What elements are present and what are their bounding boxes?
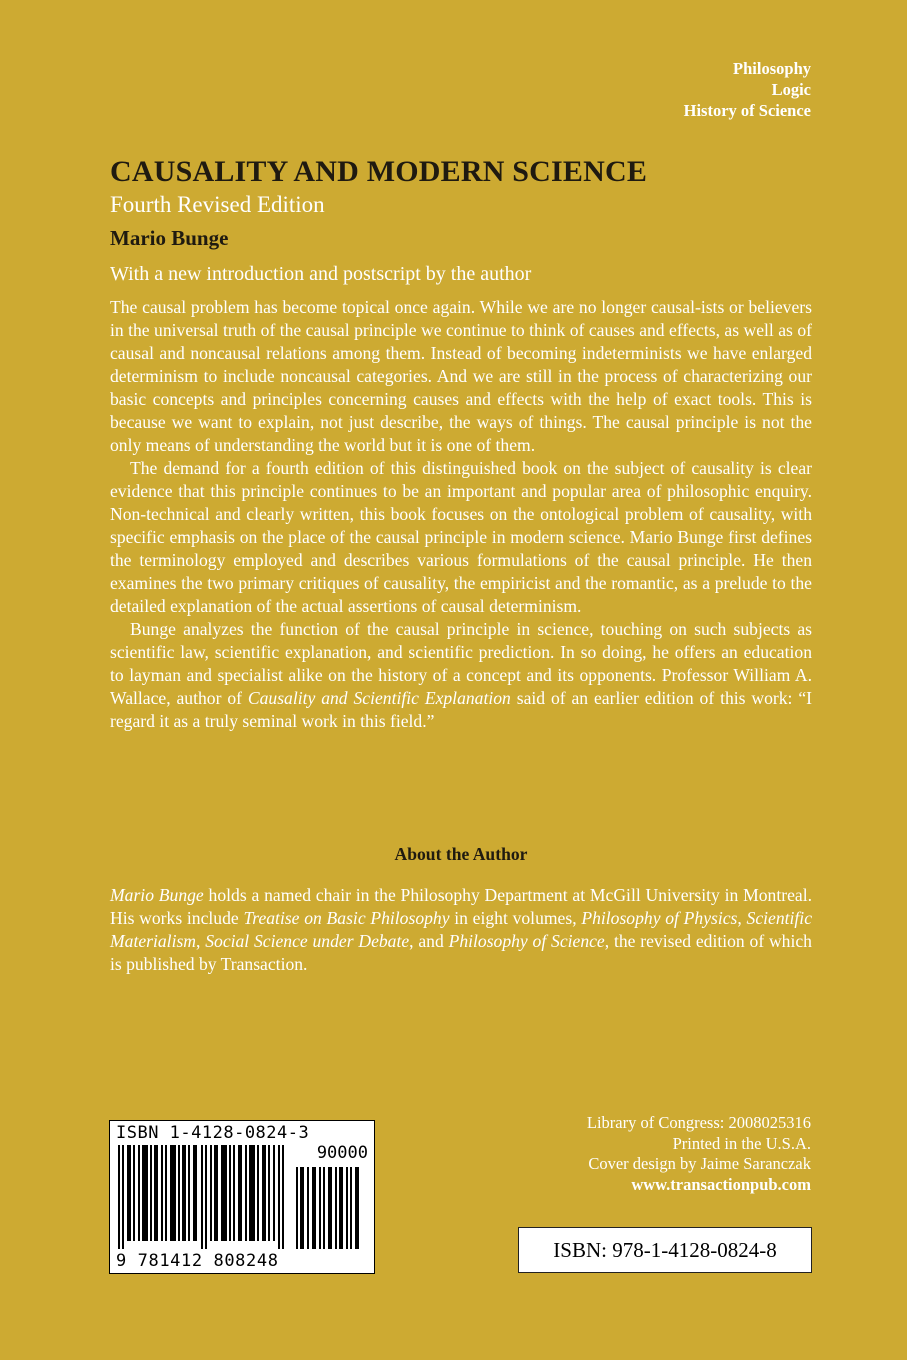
publisher-url: www.transactionpub.com <box>631 1174 811 1194</box>
about-author-text: Mario Bunge holds a named chair in the Philosophy Department at McGill University in Montreal. His works include Treatise on Basic Philosophy in eight volumes, Philosophy of Physics, Scientific Materialism, Social Science under Debate, and Philosophy of Science, the revised edition of which is published by Transaction. <box>110 885 813 974</box>
publisher-info <box>587 1113 811 1195</box>
blurb-paragraph-3: Bunge analyzes the function of the causal principle in science, touching on such subjects as scientific law, scientific explanation, and scientific prediction. In so doing, he offers an education to layman and specialist alike on the history of a concept and its opponents. Professor William A. Wallace, author of Causality and Scientific Explanation said of an earlier edition of this work: “I regard it as a truly seminal work in this field.” <box>110 619 813 731</box>
barcode-ean-digits: 9 781412 808248 <box>116 1251 279 1271</box>
price-barcode-bars <box>294 1167 366 1249</box>
blurb-paragraph-1: The causal problem has become topical once again. While we are no longer causal-ists or believers in the universal truth of the causal principle we continue to think of causes and effects, as well as of causal and noncausal relations among them. Instead of becoming indeterminists we have enlarged determinism to include noncausal categories. And we are still in the process of characterizing our basic concepts and principles concerning causes and effects with the help of exact tools. This is because we want to explain, not just describe, the ways of things. The causal principle is not the only means of understanding the world but it is one of them. <box>110 297 812 455</box>
title-block <box>110 152 812 289</box>
blurb-paragraph-2: The demand for a fourth edition of this distinguished book on the subject of causality is clear evidence that this principle continues to be an important and popular area of philosophic enquiry. Non-technical and clearly written, this book focuses on the ontological problem of causality, with specific emphasis on the place of the causal principle in modern science. Mario Bunge first defines the terminology employed and describes various formulations of the causal principle. He then examines the two primary critiques of causality, the empiricist and the romantic, as a prelude to the detailed explanation of the actual assertions of causal determinism. <box>110 458 812 616</box>
subject-history-of-science: History of Science <box>683 101 811 120</box>
printed-in: Printed in the U.S.A. <box>672 1133 811 1153</box>
barcode-isbn-text: ISBN 1-4128-0824-3 <box>116 1123 310 1143</box>
cover-design-credit: Cover design by Jaime Saranczak <box>588 1154 811 1173</box>
barcode-price-code: 90000 <box>316 1143 368 1163</box>
subject-logic: Logic <box>771 80 811 99</box>
about-author-heading: About the Author <box>394 844 528 864</box>
ean-barcode-bars <box>118 1145 290 1249</box>
cited-book-title: Causality and Scientific Explanation <box>247 688 511 708</box>
blurb <box>110 296 812 733</box>
author-name: Mario Bunge <box>110 226 229 250</box>
barcode <box>109 1120 375 1274</box>
isbn13-box: ISBN: 978-1-4128-0824-8 <box>518 1227 812 1273</box>
intro-note: With a new introduction and postscript by the author <box>110 263 532 285</box>
edition-label: Fourth Revised Edition <box>110 192 325 217</box>
library-of-congress: Library of Congress: 2008025316 <box>586 1113 811 1132</box>
book-title: CAUSALITY AND MODERN SCIENCE <box>110 155 648 188</box>
subject-philosophy: Philosophy <box>733 59 811 78</box>
subject-categories <box>684 58 811 121</box>
